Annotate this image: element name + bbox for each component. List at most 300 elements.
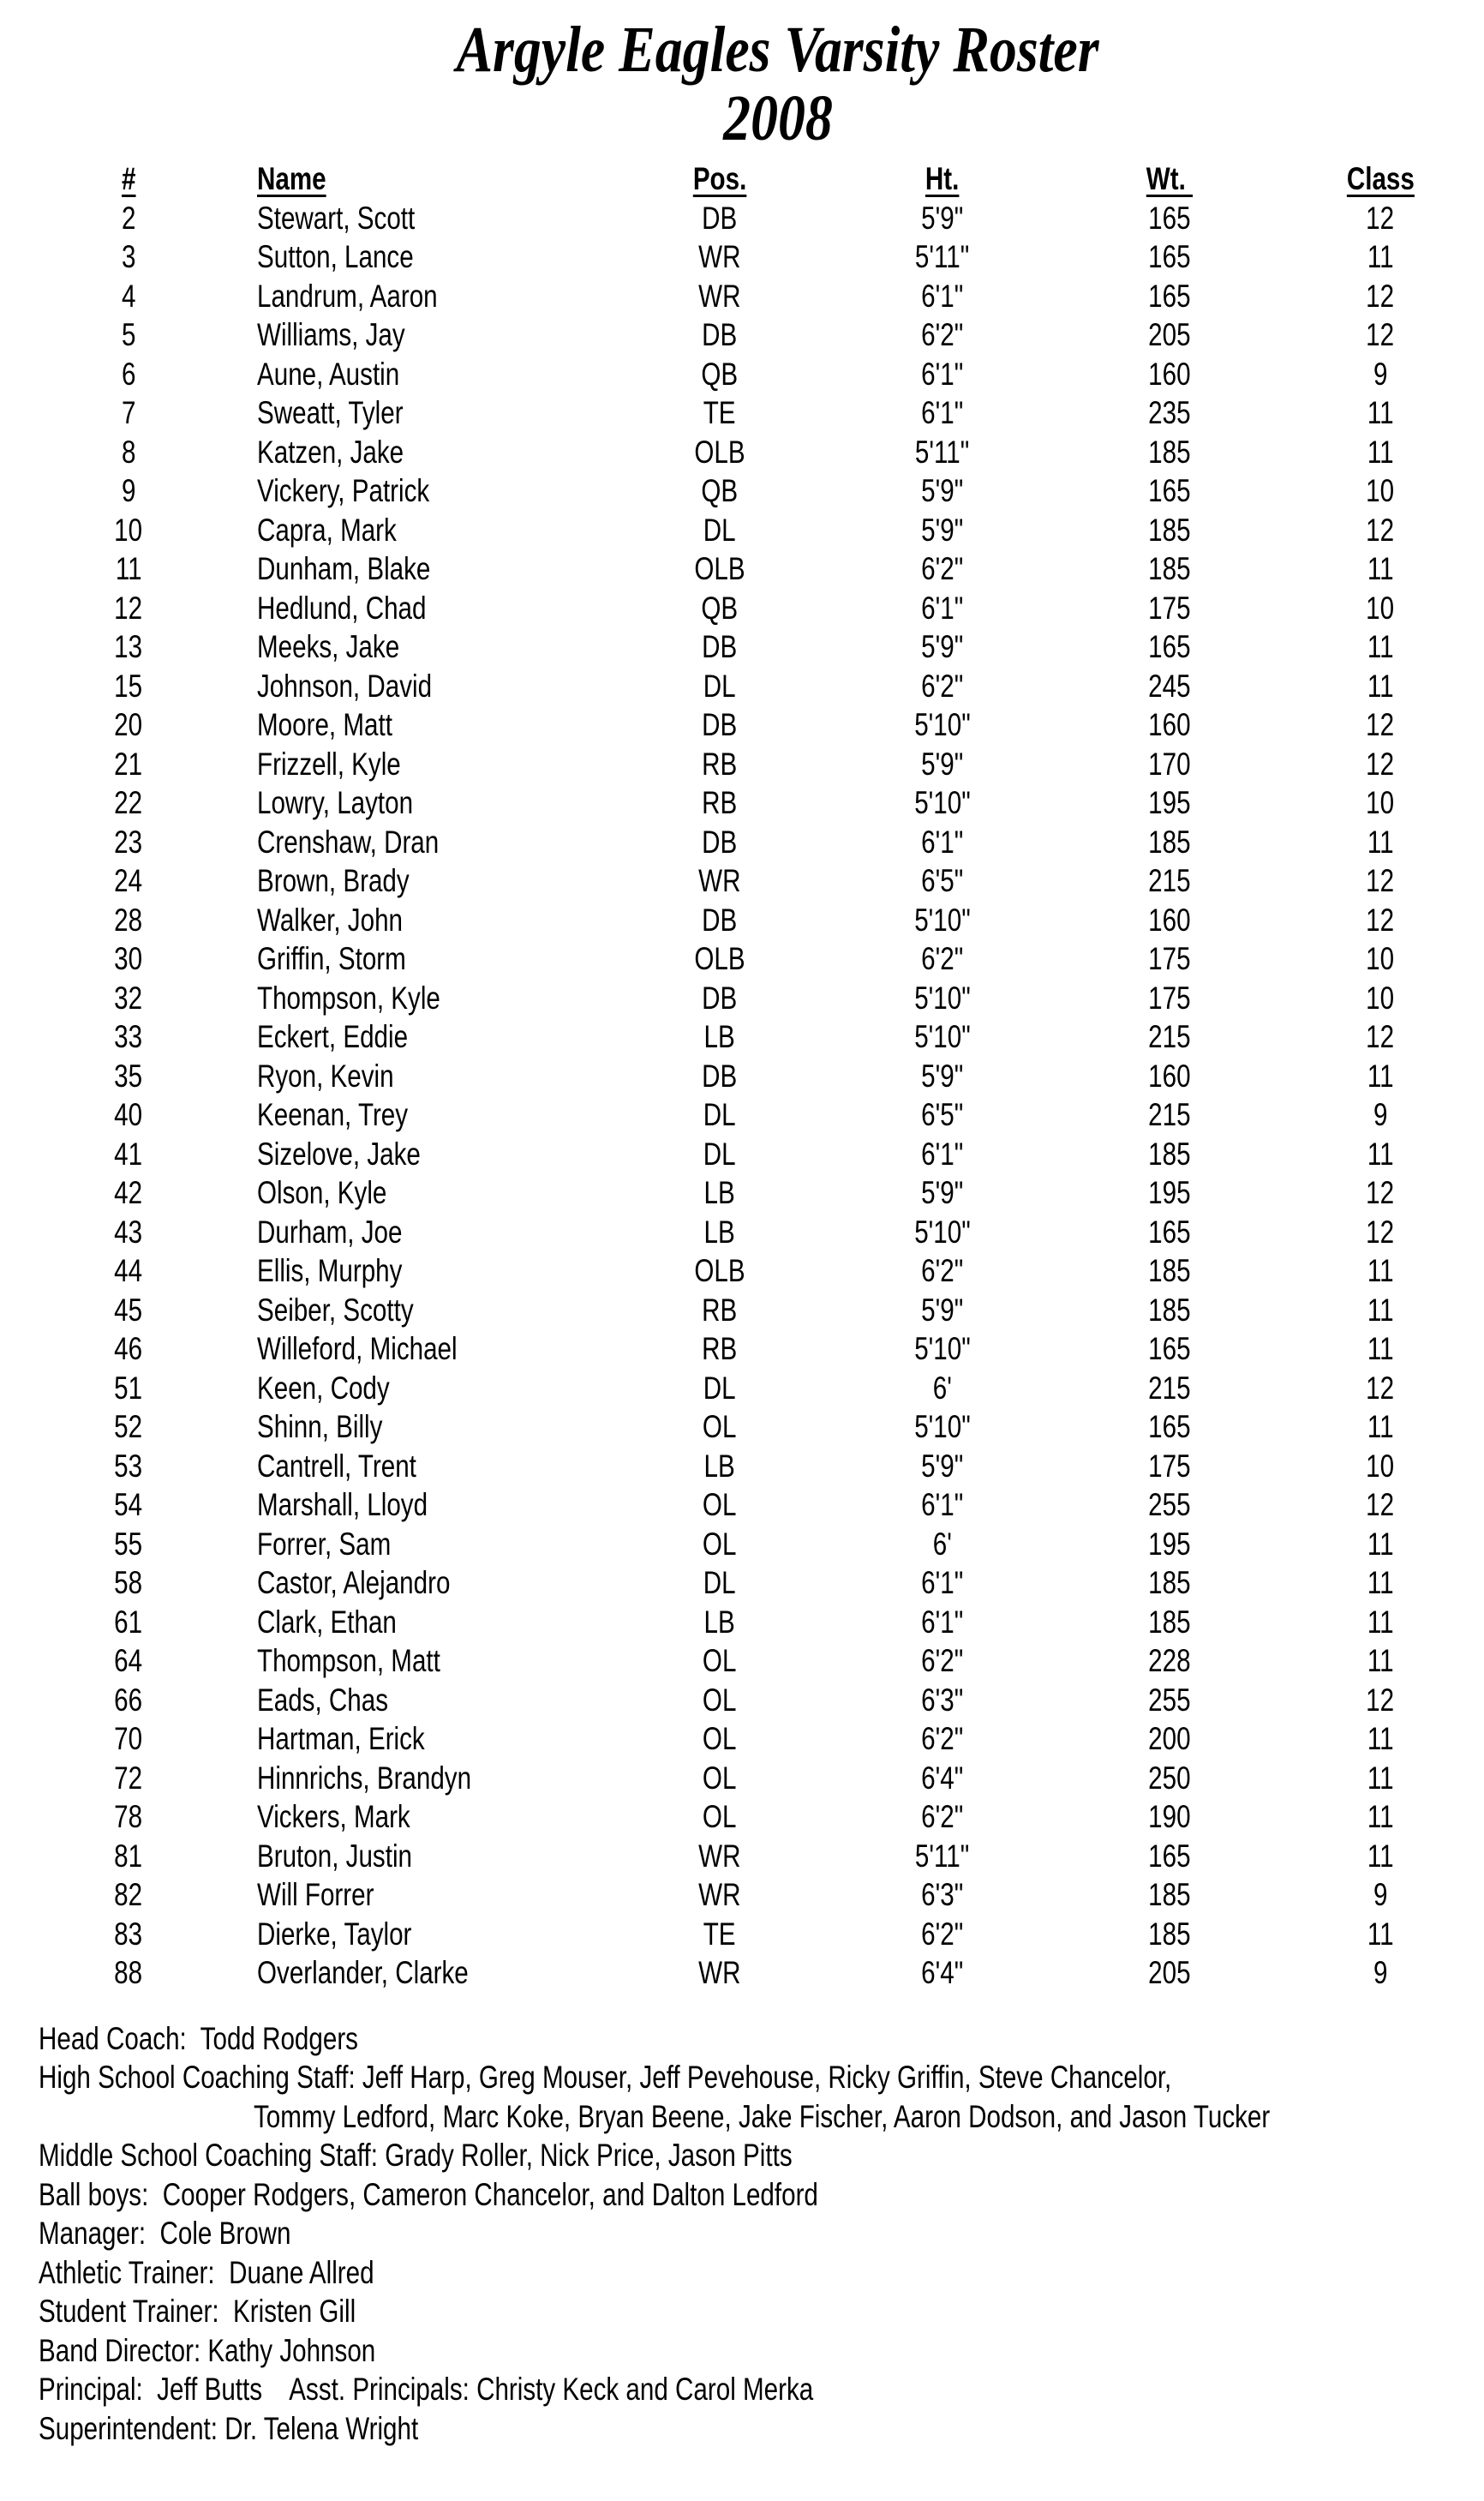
cell-weight: 160 (1148, 902, 1191, 938)
cell-position: WR (698, 239, 741, 274)
cell-position: LB (703, 1175, 736, 1210)
cell-name: Sizelove, Jake (257, 1136, 421, 1172)
cell-position: RB (702, 746, 738, 782)
cell-height: 5'10" (914, 1214, 971, 1250)
staff-line (39, 2292, 1484, 2331)
staff-line (39, 2409, 1484, 2449)
roster-row (0, 745, 1484, 784)
cell-class: 9 (1373, 356, 1388, 392)
cell-class: 11 (1367, 1526, 1394, 1562)
staff-line-text: High School Coaching Staff: Jeff Harp, Greg Mouser, Jeff Pevehouse, Ricky Griffin, Steve Chancelor, (39, 2060, 1172, 2095)
cell-weight: 190 (1148, 1799, 1191, 1834)
cell-number: 8 (121, 434, 136, 470)
cell-class: 11 (1367, 1136, 1394, 1172)
cell-weight: 228 (1148, 1643, 1191, 1678)
cell-height: 6'1" (921, 824, 964, 860)
cell-position: RB (702, 1331, 738, 1366)
cell-height: 5'9" (921, 746, 964, 782)
cell-number: 51 (114, 1370, 143, 1406)
cell-height: 6'1" (921, 1604, 964, 1640)
cell-class: 11 (1367, 668, 1394, 704)
cell-class: 11 (1367, 1916, 1394, 1952)
cell-weight: 195 (1148, 785, 1191, 820)
cell-weight: 160 (1148, 356, 1191, 392)
cell-position: RB (702, 785, 738, 820)
roster-row (0, 1369, 1484, 1408)
cell-position: LB (703, 1448, 736, 1484)
cell-name: Keenan, Trey (257, 1097, 409, 1132)
roster-row (0, 1447, 1484, 1486)
cell-weight: 175 (1148, 941, 1191, 976)
cell-class: 11 (1367, 551, 1394, 586)
cell-number: 11 (115, 551, 142, 586)
cell-position: DB (702, 317, 738, 352)
staff-line (39, 2019, 1484, 2059)
cell-position: OLB (694, 551, 745, 586)
cell-height: 5'11" (915, 434, 970, 470)
cell-class: 10 (1366, 473, 1395, 508)
document-title (0, 15, 1484, 153)
cell-position: LB (703, 1604, 736, 1640)
cell-position: TE (703, 1916, 736, 1952)
cell-class: 12 (1366, 1487, 1395, 1522)
cell-weight: 235 (1148, 395, 1191, 430)
roster-row (0, 1251, 1484, 1291)
staff-line-text: Manager: Cole Brown (39, 2216, 291, 2251)
roster-row (0, 1291, 1484, 1330)
roster-row (0, 1875, 1484, 1915)
roster-row (0, 1759, 1484, 1798)
cell-number: 35 (114, 1058, 143, 1094)
cell-number: 83 (114, 1916, 143, 1952)
cell-name: Moore, Matt (257, 707, 392, 742)
roster-row (0, 471, 1484, 511)
cell-number: 10 (114, 512, 143, 548)
cell-name: Thompson, Matt (257, 1643, 440, 1678)
cell-height: 6'2" (921, 941, 964, 976)
cell-number: 66 (114, 1682, 143, 1718)
cell-height: 5'9" (921, 1058, 964, 1094)
cell-name: Thompson, Kyle (257, 980, 440, 1016)
cell-name: Eads, Chas (257, 1682, 389, 1718)
title-year: 2008 (723, 82, 833, 154)
cell-class: 12 (1366, 317, 1395, 352)
cell-number: 4 (121, 278, 136, 314)
roster-row (0, 627, 1484, 667)
cell-name: Bruton, Justin (257, 1838, 412, 1874)
cell-name: Will Forrer (257, 1877, 374, 1912)
cell-class: 11 (1367, 1409, 1394, 1444)
cell-position: DL (703, 1097, 736, 1132)
cell-number: 88 (114, 1955, 143, 1990)
cell-height: 6'2" (921, 1799, 964, 1834)
roster-row (0, 901, 1484, 940)
cell-position: DL (703, 1136, 736, 1172)
roster-row (0, 1681, 1484, 1720)
cell-number: 52 (114, 1409, 143, 1444)
cell-weight: 215 (1148, 1019, 1191, 1054)
cell-number: 81 (114, 1838, 143, 1874)
cell-number: 5 (121, 317, 136, 352)
cell-number: 53 (114, 1448, 143, 1484)
cell-height: 6'5" (921, 863, 964, 898)
cell-class: 11 (1367, 1292, 1394, 1328)
cell-class: 11 (1367, 1331, 1394, 1366)
roster-document (0, 15, 1484, 2448)
cell-height: 6'2" (921, 668, 964, 704)
cell-class: 11 (1367, 1760, 1394, 1796)
cell-number: 70 (114, 1721, 143, 1756)
cell-weight: 195 (1148, 1175, 1191, 1210)
cell-class: 11 (1367, 1838, 1394, 1874)
cell-position: OL (703, 1799, 737, 1834)
cell-weight: 185 (1148, 1565, 1191, 1600)
cell-height: 6'3" (921, 1877, 964, 1912)
cell-class: 11 (1367, 1721, 1394, 1756)
roster-row (0, 1135, 1484, 1174)
cell-position: QB (701, 356, 739, 392)
cell-position: DL (703, 512, 736, 548)
cell-height: 5'9" (921, 512, 964, 548)
cell-height: 5'11" (915, 239, 970, 274)
cell-name: Hartman, Erick (257, 1721, 425, 1756)
cell-position: QB (701, 590, 739, 626)
cell-weight: 255 (1148, 1682, 1191, 1718)
roster-row (0, 1837, 1484, 1876)
cell-height: 6' (932, 1526, 953, 1562)
cell-height: 5'9" (921, 473, 964, 508)
cell-number: 12 (114, 590, 143, 626)
cell-weight: 185 (1148, 1604, 1191, 1640)
roster-row (0, 1213, 1484, 1252)
cell-height: 5'9" (921, 1448, 964, 1484)
cell-position: TE (703, 395, 736, 430)
staff-line (39, 2214, 1484, 2253)
cell-number: 6 (121, 356, 136, 392)
cell-name: Griffin, Storm (257, 941, 406, 976)
cell-class: 12 (1366, 707, 1395, 742)
cell-number: 13 (114, 629, 143, 664)
staff-line-text: Ball boys: Cooper Rodgers, Cameron Chancelor, and Dalton Ledford (39, 2176, 818, 2212)
cell-weight: 185 (1148, 1916, 1191, 1952)
roster-row (0, 1797, 1484, 1837)
cell-weight: 165 (1148, 278, 1191, 314)
roster-row (0, 783, 1484, 823)
cell-position: OL (703, 1526, 737, 1562)
cell-position: OL (703, 1721, 737, 1756)
cell-position: WR (698, 1877, 741, 1912)
title-text: Argyle Eagles Varsity Roster (456, 14, 1100, 86)
cell-height: 5'9" (921, 200, 964, 236)
staff-line (39, 2097, 1484, 2137)
cell-name: Crenshaw, Dran (257, 824, 440, 860)
cell-weight: 170 (1148, 746, 1191, 782)
cell-position: DB (702, 980, 738, 1016)
cell-position: OL (703, 1487, 737, 1522)
roster-row (0, 1017, 1484, 1057)
roster-table-body (0, 199, 1484, 1993)
cell-weight: 245 (1148, 668, 1191, 704)
cell-weight: 215 (1148, 1370, 1191, 1406)
cell-height: 6'2" (921, 1721, 964, 1756)
cell-class: 11 (1367, 1643, 1394, 1678)
roster-row (0, 1329, 1484, 1369)
cell-name: Eckert, Eddie (257, 1019, 409, 1054)
roster-row (0, 861, 1484, 901)
roster-row (0, 1057, 1484, 1096)
cell-name: Landrum, Aaron (257, 278, 438, 314)
cell-name: Overlander, Clarke (257, 1955, 469, 1990)
cell-name: Keen, Cody (257, 1370, 390, 1406)
cell-name: Castor, Alejandro (257, 1565, 451, 1600)
staff-line-text: Head Coach: Todd Rodgers (39, 2020, 358, 2056)
cell-position: DB (702, 902, 738, 938)
cell-name: Marshall, Lloyd (257, 1487, 428, 1522)
cell-name: Meeks, Jake (257, 629, 400, 664)
cell-name: Johnson, David (257, 668, 433, 704)
cell-weight: 185 (1148, 551, 1191, 586)
cell-name: Clark, Ethan (257, 1604, 397, 1640)
cell-class: 11 (1367, 1058, 1394, 1094)
cell-position: LB (703, 1019, 736, 1054)
cell-class: 11 (1367, 1799, 1394, 1834)
title-line-1 (72, 15, 1484, 84)
roster-row (0, 1641, 1484, 1681)
cell-class: 12 (1366, 200, 1395, 236)
cell-name: Capra, Mark (257, 512, 397, 548)
cell-height: 6'1" (921, 1136, 964, 1172)
cell-position: QB (701, 473, 739, 508)
cell-height: 5'9" (921, 629, 964, 664)
cell-weight: 165 (1148, 473, 1191, 508)
roster-row (0, 1915, 1484, 1954)
cell-class: 11 (1367, 1604, 1394, 1640)
cell-name: Brown, Brady (257, 863, 410, 898)
cell-height: 5'10" (914, 1331, 971, 1366)
cell-height: 5'10" (914, 707, 971, 742)
cell-height: 6'1" (921, 278, 964, 314)
cell-name: Cantrell, Trent (257, 1448, 416, 1484)
cell-class: 11 (1367, 395, 1394, 430)
cell-height: 6'2" (921, 1253, 964, 1288)
cell-height: 6'2" (921, 1643, 964, 1678)
cell-height: 5'10" (914, 785, 971, 820)
cell-number: 32 (114, 980, 143, 1016)
roster-row (0, 355, 1484, 394)
cell-name: Hedlund, Chad (257, 590, 427, 626)
cell-name: Hinnrichs, Brandyn (257, 1760, 472, 1796)
cell-number: 30 (114, 941, 143, 976)
cell-number: 55 (114, 1526, 143, 1562)
cell-class: 10 (1366, 941, 1395, 976)
cell-weight: 185 (1148, 1877, 1191, 1912)
cell-weight: 215 (1148, 863, 1191, 898)
roster-row (0, 237, 1484, 277)
cell-height: 5'9" (921, 1292, 964, 1328)
cell-name: Lowry, Layton (257, 785, 414, 820)
cell-number: 7 (121, 395, 136, 430)
cell-weight: 165 (1148, 1838, 1191, 1874)
header-row (0, 159, 1484, 199)
cell-position: LB (703, 1214, 736, 1250)
cell-name: Forrer, Sam (257, 1526, 392, 1562)
cell-number: 78 (114, 1799, 143, 1834)
cell-weight: 195 (1148, 1526, 1191, 1562)
cell-weight: 200 (1148, 1721, 1191, 1756)
cell-number: 2 (121, 200, 136, 236)
cell-number: 40 (114, 1097, 143, 1132)
header-class: Class (1346, 161, 1415, 196)
cell-height: 5'10" (914, 980, 971, 1016)
cell-weight: 185 (1148, 1292, 1191, 1328)
cell-number: 21 (114, 746, 143, 782)
roster-row (0, 939, 1484, 979)
cell-class: 11 (1367, 1253, 1394, 1288)
cell-weight: 165 (1148, 1409, 1191, 1444)
cell-class: 9 (1373, 1955, 1388, 1990)
cell-name: Willeford, Michael (257, 1331, 458, 1366)
cell-number: 24 (114, 863, 143, 898)
cell-name: Vickers, Mark (257, 1799, 410, 1834)
title-line-2 (72, 84, 1484, 153)
cell-position: DB (702, 200, 738, 236)
cell-class: 9 (1373, 1877, 1388, 1912)
cell-position: DL (703, 668, 736, 704)
cell-class: 12 (1366, 1019, 1395, 1054)
cell-name: Durham, Joe (257, 1214, 403, 1250)
cell-name: Seiber, Scotty (257, 1292, 414, 1328)
cell-class: 10 (1366, 590, 1395, 626)
cell-name: Ryon, Kevin (257, 1058, 394, 1094)
cell-class: 11 (1367, 629, 1394, 664)
cell-position: OL (703, 1760, 737, 1796)
staff-line (39, 2370, 1484, 2409)
staff-line (39, 2058, 1484, 2097)
cell-name: Ellis, Murphy (257, 1253, 403, 1288)
cell-class: 12 (1366, 512, 1395, 548)
cell-height: 5'10" (914, 1409, 971, 1444)
cell-position: WR (698, 278, 741, 314)
roster-row (0, 823, 1484, 862)
header-number: # (121, 161, 136, 196)
cell-number: 64 (114, 1643, 143, 1678)
roster-row (0, 1953, 1484, 1993)
cell-class: 11 (1367, 434, 1394, 470)
roster-row (0, 277, 1484, 316)
cell-position: OL (703, 1643, 737, 1678)
cell-name: Sweatt, Tyler (257, 395, 404, 430)
cell-number: 33 (114, 1019, 143, 1054)
cell-weight: 250 (1148, 1760, 1191, 1796)
cell-number: 3 (121, 239, 136, 274)
roster-row (0, 1485, 1484, 1525)
cell-position: OLB (694, 434, 745, 470)
cell-position: OLB (694, 1253, 745, 1288)
cell-number: 45 (114, 1292, 143, 1328)
cell-name: Vickery, Patrick (257, 473, 430, 508)
cell-number: 43 (114, 1214, 143, 1250)
staff-line-text: Tommy Ledford, Marc Koke, Bryan Beene, Jake Fischer, Aaron Dodson, and Jason Tucker (254, 2098, 1271, 2134)
cell-name: Shinn, Billy (257, 1409, 383, 1444)
cell-class: 10 (1366, 1448, 1395, 1484)
cell-height: 6'1" (921, 1565, 964, 1600)
cell-height: 5'9" (921, 1175, 964, 1210)
cell-number: 54 (114, 1487, 143, 1522)
cell-height: 6'5" (921, 1097, 964, 1132)
roster-row (0, 393, 1484, 433)
cell-class: 12 (1366, 1370, 1395, 1406)
cell-position: WR (698, 863, 741, 898)
cell-weight: 185 (1148, 1253, 1191, 1288)
cell-position: RB (702, 1292, 738, 1328)
cell-position: WR (698, 1955, 741, 1990)
header-height: Ht. (925, 161, 960, 196)
roster-table-header (0, 159, 1484, 199)
cell-weight: 185 (1148, 1136, 1191, 1172)
cell-number: 42 (114, 1175, 143, 1210)
cell-weight: 205 (1148, 317, 1191, 352)
staff-block (0, 2019, 1484, 2449)
cell-position: DL (703, 1370, 736, 1406)
staff-line-text: Athletic Trainer: Duane Allred (39, 2254, 374, 2290)
cell-position: DB (702, 707, 738, 742)
roster-row (0, 1603, 1484, 1642)
staff-line-text: Middle School Coaching Staff: Grady Roller, Nick Price, Jason Pitts (39, 2138, 793, 2173)
cell-class: 12 (1366, 1682, 1395, 1718)
roster-row (0, 1095, 1484, 1135)
cell-weight: 185 (1148, 824, 1191, 860)
cell-height: 6'1" (921, 590, 964, 626)
cell-height: 6' (932, 1370, 953, 1406)
cell-class: 9 (1373, 1097, 1388, 1132)
cell-weight: 185 (1148, 434, 1191, 470)
cell-name: Stewart, Scott (257, 200, 416, 236)
cell-position: OL (703, 1409, 737, 1444)
roster-row (0, 1525, 1484, 1564)
cell-name: Sutton, Lance (257, 239, 414, 274)
cell-number: 9 (121, 473, 136, 508)
cell-number: 22 (114, 785, 143, 820)
staff-line-text: Superintendent: Dr. Telena Wright (39, 2410, 419, 2446)
cell-class: 12 (1366, 1175, 1395, 1210)
header-name: Name (257, 161, 326, 196)
cell-weight: 165 (1148, 629, 1191, 664)
cell-name: Williams, Jay (257, 317, 405, 352)
cell-height: 6'1" (921, 356, 964, 392)
cell-position: DB (702, 629, 738, 664)
cell-name: Katzen, Jake (257, 434, 404, 470)
cell-weight: 160 (1148, 1058, 1191, 1094)
cell-number: 44 (114, 1253, 143, 1288)
staff-line (39, 2136, 1484, 2175)
cell-class: 12 (1366, 863, 1395, 898)
cell-position: DB (702, 824, 738, 860)
roster-row (0, 1719, 1484, 1759)
cell-height: 6'1" (921, 1487, 964, 1522)
cell-weight: 165 (1148, 239, 1191, 274)
cell-position: OLB (694, 941, 745, 976)
cell-number: 61 (114, 1604, 143, 1640)
cell-height: 6'2" (921, 1916, 964, 1952)
cell-height: 5'11" (915, 1838, 970, 1874)
cell-number: 46 (114, 1331, 143, 1366)
cell-height: 6'3" (921, 1682, 964, 1718)
roster-row (0, 1173, 1484, 1213)
cell-height: 6'2" (921, 317, 964, 352)
cell-class: 11 (1367, 1565, 1394, 1600)
roster-row (0, 199, 1484, 238)
roster-row (0, 511, 1484, 550)
